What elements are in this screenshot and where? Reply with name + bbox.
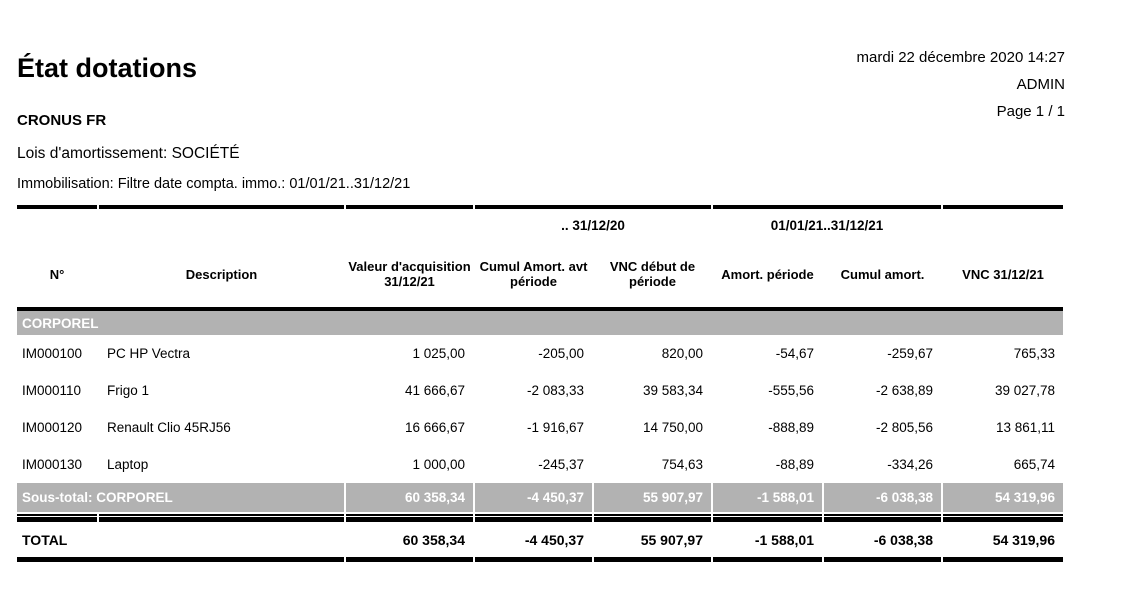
col-header-vnc-start: VNC début de période (609, 259, 696, 289)
group-header-spacer (99, 205, 344, 241)
total-row (17, 522, 1063, 562)
asset-value-cell: -259,67 (887, 346, 934, 361)
col-header-cumul-amort-before: Cumul Amort. avt période (479, 259, 588, 289)
report-user: ADMIN (1016, 76, 1065, 93)
asset-value-cell: -205,00 (538, 346, 584, 361)
asset-value-cell: 41 666,67 (404, 383, 465, 398)
table-row (17, 335, 1063, 372)
total-value-cell: -4 450,37 (475, 522, 592, 562)
table-row (17, 372, 1063, 409)
total-value-cell: -6 038,38 (824, 522, 941, 562)
asset-no: IM000130 (22, 457, 83, 472)
subtotal-value-cell: 54 319,96 (943, 483, 1063, 512)
asset-value-cell: 13 861,11 (995, 420, 1056, 435)
asset-value-cell: -1 916,67 (526, 420, 584, 435)
asset-value-cell: -88,89 (775, 457, 814, 472)
dotations-table (15, 205, 1065, 562)
group-header-spacer (943, 205, 1063, 241)
asset-value-cell: -334,26 (887, 457, 934, 472)
subtotal-value-cell: 55 907,97 (594, 483, 711, 512)
asset-value-cell: -888,89 (768, 420, 814, 435)
col-header-cumul-amort: Cumul amort. (840, 266, 925, 282)
asset-value-cell: -54,67 (775, 346, 814, 361)
asset-value-cell: 765,33 (1013, 346, 1056, 361)
asset-description: PC HP Vectra (107, 346, 191, 361)
class-band-label: CORPOREL (17, 307, 1063, 335)
asset-value-cell: 754,63 (661, 457, 703, 472)
asset-description: Laptop (107, 457, 149, 472)
period-group-header-row (17, 205, 1063, 241)
asset-value-cell: 39 583,34 (642, 383, 703, 398)
class-band-row (17, 307, 1063, 335)
asset-no: IM000110 (22, 383, 82, 398)
subtotal-value-cell: -4 450,37 (475, 483, 592, 512)
asset-no: IM000100 (22, 346, 83, 361)
total-value-cell: -1 588,01 (713, 522, 822, 562)
col-header-amort-period: Amort. période (721, 266, 814, 282)
table-row (17, 446, 1063, 483)
col-header-no: N° (49, 266, 65, 282)
report-page-number: Page 1 / 1 (996, 103, 1065, 120)
asset-value-cell: 1 025,00 (412, 346, 465, 361)
total-value-cell: 55 907,97 (594, 522, 711, 562)
depreciation-book-line: Lois d'amortissement: SOCIÉTÉ (17, 145, 240, 162)
asset-value-cell: -2 638,89 (875, 383, 934, 398)
group-header-spacer (346, 205, 473, 241)
subtotal-value-cell: -6 038,38 (824, 483, 941, 512)
asset-value-cell: 820,00 (661, 346, 703, 361)
asset-value-cell: 39 027,78 (994, 383, 1056, 398)
asset-value-cell: 665,74 (1013, 457, 1056, 472)
asset-value-cell: -2 805,56 (875, 420, 934, 435)
total-value-cell: 60 358,34 (346, 522, 473, 562)
total-label: TOTAL (17, 522, 344, 562)
asset-value-cell: -555,56 (768, 383, 814, 398)
subtotal-row (17, 483, 1063, 512)
col-header-vnc-end: VNC 31/12/21 (962, 266, 1044, 282)
report-datetime: mardi 22 décembre 2020 14:27 (856, 49, 1065, 66)
report-meta (857, 44, 1065, 125)
subtotal-value-cell: 60 358,34 (346, 483, 473, 512)
asset-value-cell: 14 750,00 (642, 420, 703, 435)
asset-value-cell: -245,37 (538, 457, 584, 472)
asset-filter-line: Immobilisation: Filtre date compta. immo.: 01/01/21..31/12/21 (17, 176, 411, 192)
company-name: CRONUS FR (17, 112, 107, 129)
subtotal-label: Sous-total: CORPOREL (17, 483, 344, 512)
asset-value-cell: 16 666,67 (404, 420, 465, 435)
col-header-description: Description (185, 266, 258, 282)
report-title: État dotations (17, 53, 197, 83)
asset-description: Renault Clio 45RJ56 (107, 420, 231, 435)
subtotal-value-cell: -1 588,01 (713, 483, 822, 512)
asset-value-cell: 1 000,00 (412, 457, 465, 472)
group-header-spacer (17, 205, 97, 241)
column-header-row (17, 241, 1063, 307)
group-header-before-period: .. 31/12/20 (475, 205, 711, 241)
asset-value-cell: -2 083,33 (526, 383, 584, 398)
total-value-cell: 54 319,96 (943, 522, 1063, 562)
table-row (17, 409, 1063, 446)
group-header-current-period: 01/01/21..31/12/21 (713, 205, 941, 241)
asset-description: Frigo 1 (107, 383, 150, 398)
asset-no: IM000120 (22, 420, 83, 435)
col-header-acquisition-value: Valeur d'acquisition 31/12/21 (348, 259, 471, 289)
